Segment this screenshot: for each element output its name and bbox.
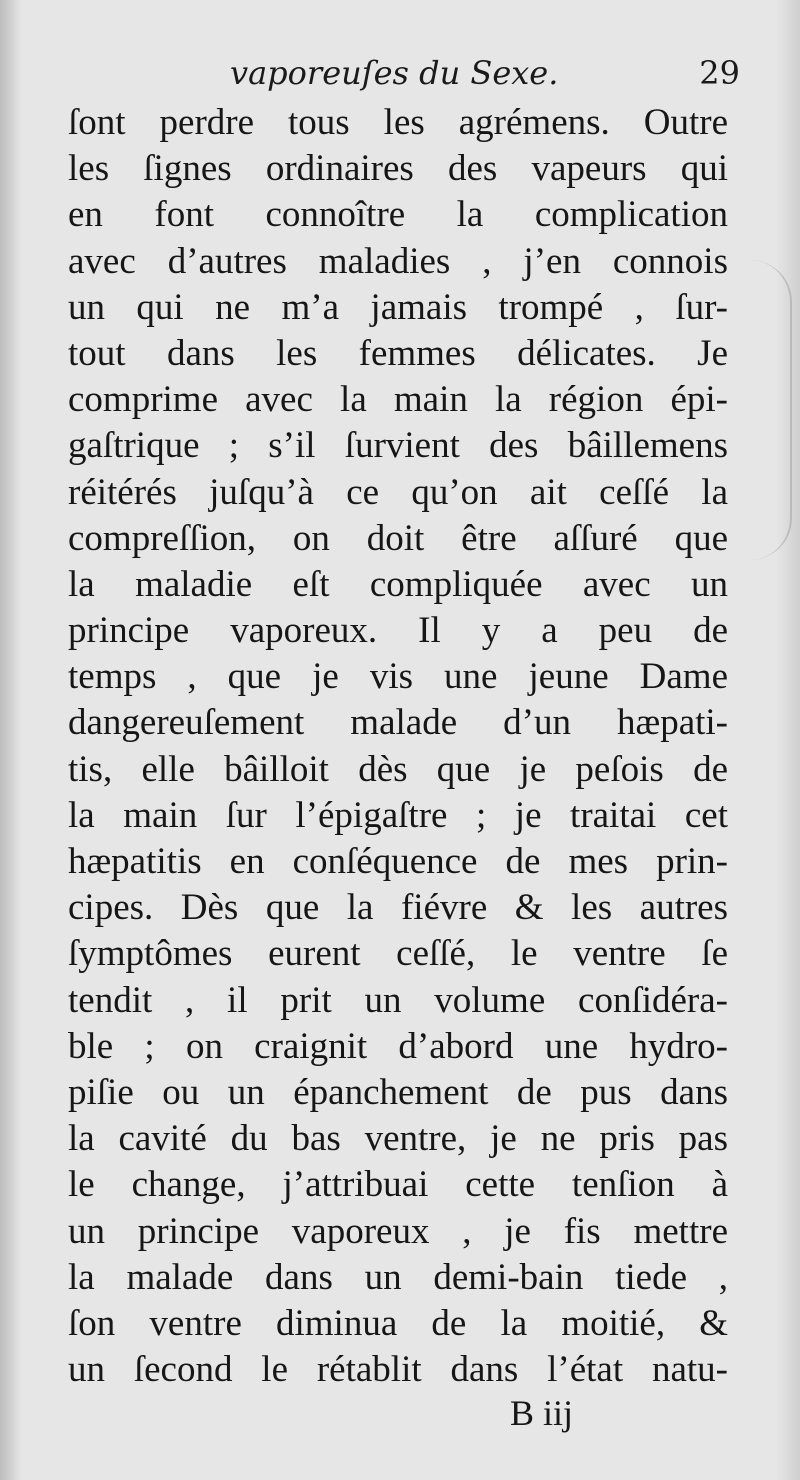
text-line: la malade dans un demi-bain tiede , bbox=[68, 1256, 728, 1298]
text-line: avec d’autres maladies , j’en connois bbox=[68, 240, 728, 282]
page-gutter-shadow bbox=[0, 0, 22, 1480]
text-line: dangereuſement malade d’un hæpati- bbox=[68, 702, 728, 744]
page-header bbox=[70, 54, 740, 100]
text-line: un principe vaporeux , je fis mettre bbox=[68, 1210, 728, 1252]
text-line: réitérés juſqu’à ce qu’on ait ceſſé la bbox=[68, 471, 728, 513]
margin-pencil-mark bbox=[750, 260, 792, 560]
page-edge-shadow bbox=[776, 0, 800, 1480]
text-line: principe vaporeux. Il y a peu de bbox=[68, 610, 728, 652]
text-line: piſie ou un épanchement de pus dans bbox=[68, 1071, 728, 1113]
text-line: tendit , il prit un volume conſidéra- bbox=[68, 979, 728, 1021]
text-line: les ſignes ordinaires des vapeurs qui bbox=[68, 148, 728, 190]
text-line: la main ſur l’épigaſtre ; je traitai cet bbox=[68, 794, 728, 836]
text-line: ſont perdre tous les agrémens. Outre bbox=[68, 102, 728, 143]
text-line: cipes. Dès que la fiévre & les autres bbox=[68, 887, 728, 929]
signature-mark: B iij bbox=[510, 1393, 574, 1433]
running-title: vaporeuſes du Sexe. bbox=[230, 54, 559, 92]
text-line: un ſecond le rétablit dans l’état natu- bbox=[68, 1349, 728, 1391]
text-line: temps , que je vis une jeune Dame bbox=[68, 656, 728, 698]
text-line: en font connoître la complication bbox=[68, 194, 728, 236]
text-line: la maladie eſt compliquée avec un bbox=[68, 563, 728, 605]
text-line: hæpatitis en conſéquence de mes prin- bbox=[68, 841, 728, 882]
text-line: tis, elle bâilloit dès que je peſois de bbox=[68, 748, 728, 790]
text-line: gaſtrique ; s’il ſurvient des bâillemens bbox=[68, 425, 728, 467]
text-line: ſon ventre diminua de la moitié, & bbox=[68, 1302, 728, 1344]
body-text bbox=[68, 100, 728, 1393]
text-line: la cavité du bas ventre, je ne pris pas bbox=[68, 1118, 728, 1160]
text-line: ble ; on craignit d’abord une hydro- bbox=[68, 1025, 728, 1067]
text-line: un qui ne m’a jamais trompé , ſur- bbox=[68, 286, 728, 328]
text-line: le change, j’attribuai cette tenſion à bbox=[68, 1164, 728, 1206]
text-line: compreſſion, on doit être aſſuré que bbox=[68, 517, 728, 559]
text-line: ſymptômes eurent ceſſé, le ventre ſe bbox=[68, 933, 728, 975]
text-line: comprime avec la main la région épi- bbox=[68, 379, 728, 421]
text-line: tout dans les femmes délicates. Je bbox=[68, 332, 728, 374]
page-number: 29 bbox=[699, 54, 740, 92]
